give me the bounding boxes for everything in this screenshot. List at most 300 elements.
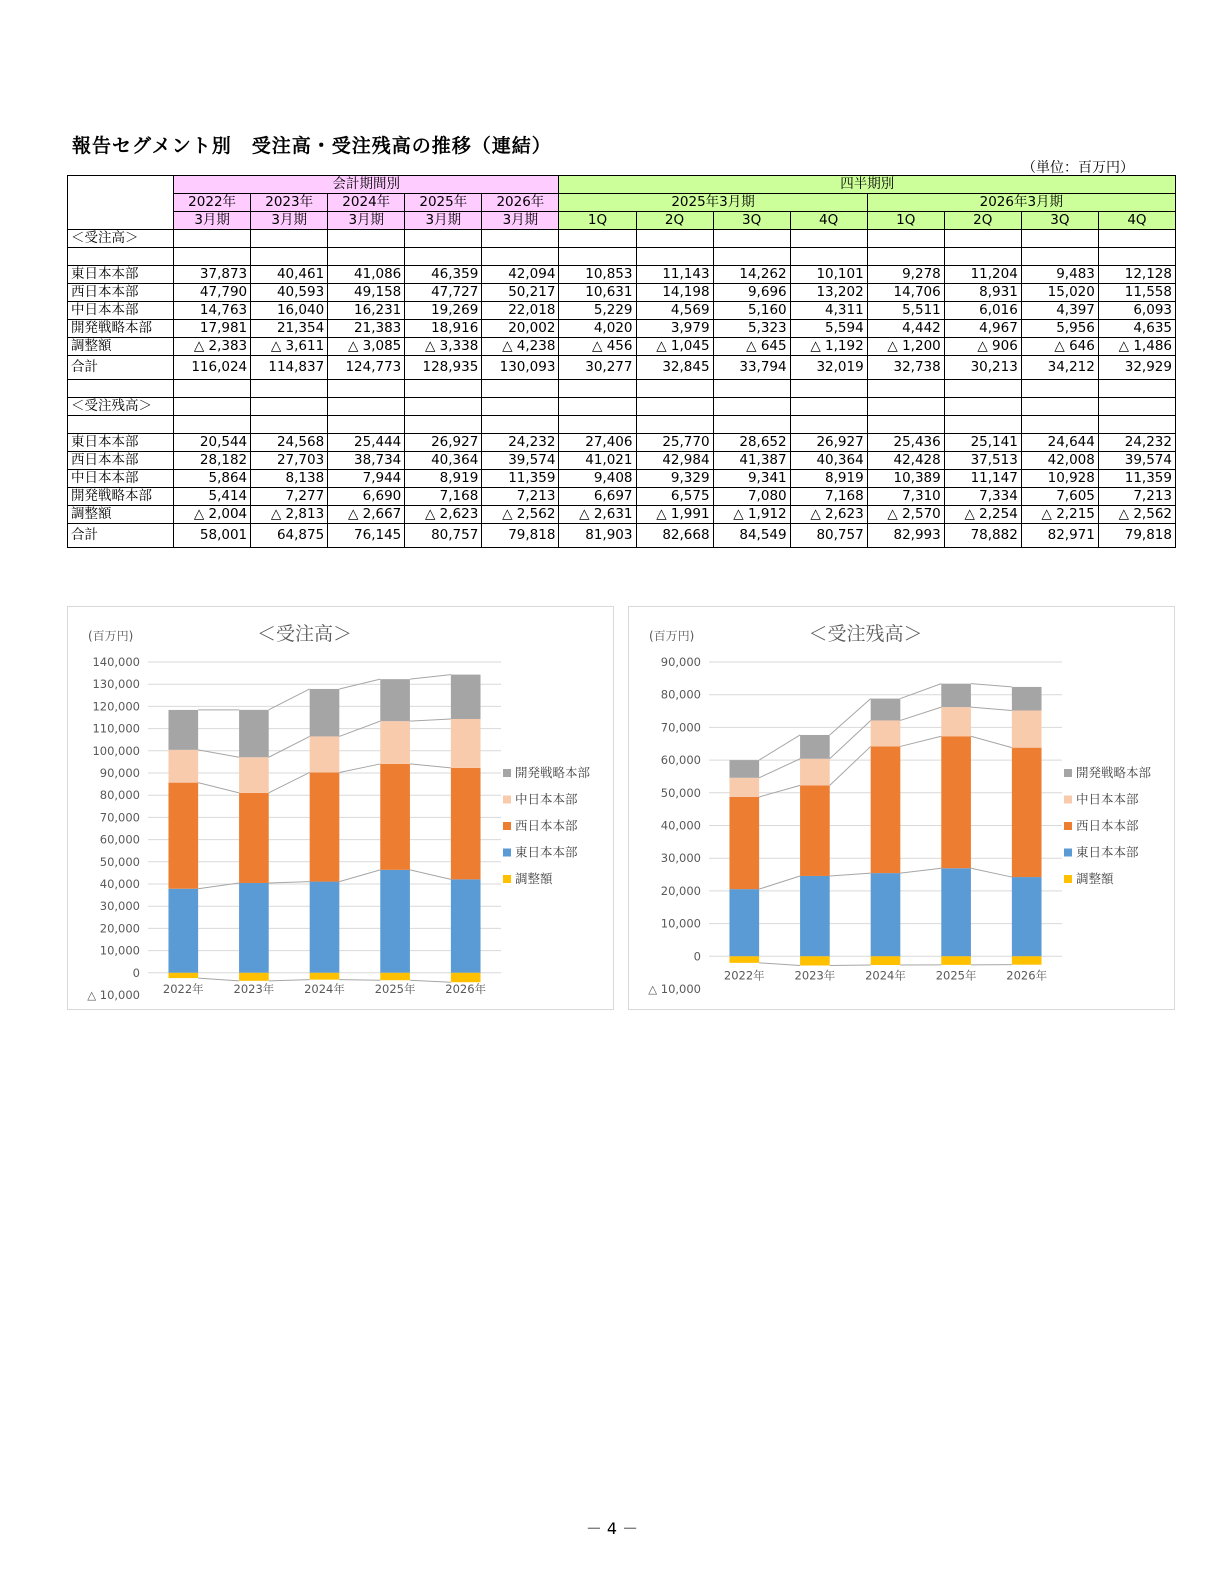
value-cell: △ 645 [713,338,790,356]
orders-chart [67,606,614,1010]
bar-segment [800,876,830,956]
fy-term: 3月期 [405,212,482,230]
value-cell: 7,944 [328,470,405,488]
quarter-year: 2025年3月期 [559,194,867,212]
total-value-cell: 32,929 [1098,356,1175,380]
total-value-cell: 82,971 [1021,524,1098,548]
value-cell: 4,635 [1098,320,1175,338]
quarter-label: 4Q [790,212,867,230]
chart-title: ＜受注高＞ [256,623,353,645]
quarter-label: 1Q [867,212,944,230]
bar-segment [800,785,830,876]
bar-segment [871,873,901,956]
blank-cell [482,398,559,416]
fy-year: 2022年 [174,194,251,212]
y-tick-label: 80,000 [99,788,140,803]
series-line [900,868,941,873]
bar-segment [239,757,269,793]
bar-segment [871,956,901,965]
total-row [68,356,1176,380]
series-line [269,772,310,792]
value-cell: 40,461 [251,266,328,284]
x-tick-label: 2023年 [233,982,275,996]
blank-cell [174,398,251,416]
blank-cell [328,230,405,248]
section-title-row [68,230,1176,248]
total-value-cell: 116,024 [174,356,251,380]
series-line [900,736,941,746]
value-cell: △ 2,631 [559,506,636,524]
value-cell: 20,002 [482,320,559,338]
value-cell: △ 456 [559,338,636,356]
blank-cell [405,230,482,248]
value-cell: △ 2,254 [944,506,1021,524]
value-cell: 4,442 [867,320,944,338]
value-cell: 11,143 [636,266,713,284]
y-tick-label: 0 [693,949,701,964]
bar-segment [729,956,759,963]
spacer-row [68,380,1176,398]
blank-cell [174,416,251,434]
blank-cell [559,230,636,248]
value-cell: 7,080 [713,488,790,506]
fy-term: 3月期 [328,212,405,230]
value-cell: 5,160 [713,302,790,320]
quarter-label: 2Q [944,212,1021,230]
bar-segment [451,879,481,972]
table-row [68,284,1176,302]
y-tick-label: 20,000 [99,921,140,936]
total-value-cell: 79,818 [482,524,559,548]
value-cell: 25,436 [867,434,944,452]
fy-term: 3月期 [251,212,328,230]
y-tick-label: 80,000 [660,687,701,702]
blank-cell [944,248,1021,266]
value-cell: 38,734 [328,452,405,470]
page-title: 報告セグメント別 受注高・受注残高の推移（連結） [72,135,552,157]
value-cell: △ 2,562 [482,506,559,524]
y-tick-label: 30,000 [99,899,140,914]
value-cell: 17,981 [174,320,251,338]
bar-segment [380,870,410,973]
y-tick-label: 40,000 [99,877,140,891]
value-cell: △ 2,623 [405,506,482,524]
total-value-cell: 81,903 [559,524,636,548]
value-cell: 8,919 [405,470,482,488]
blank-cell [68,380,174,398]
value-cell: △ 3,611 [251,338,328,356]
total-value-cell: 32,738 [867,356,944,380]
value-cell: 39,574 [482,452,559,470]
blank-cell [482,416,559,434]
y-tick-label: 130,000 [92,677,140,692]
series-line [900,684,941,699]
series-line [971,707,1012,710]
blank-cell [174,380,251,398]
bar-segment [310,973,340,980]
value-cell: 5,956 [1021,320,1098,338]
value-cell: 25,770 [636,434,713,452]
blank-cell [1021,380,1098,398]
bar-segment [310,736,340,772]
y-tick-label: 50,000 [660,785,701,800]
legend-label: 開発戦略本部 [1076,765,1152,780]
blank-cell [944,230,1021,248]
value-cell: 9,329 [636,470,713,488]
y-tick-label: 50,000 [99,854,140,869]
series-line [339,870,380,882]
value-cell: 18,916 [405,320,482,338]
series-line [198,783,239,793]
y-tick-label: 60,000 [99,832,140,847]
section-title: ＜受注高＞ [68,230,174,248]
value-cell: 4,020 [559,320,636,338]
legend-label: 調整額 [1076,871,1114,886]
bar-segment [168,889,198,973]
bar-segment [239,710,269,757]
header-row-3 [68,212,1176,230]
group-quarter: 四半期別 [559,176,1176,194]
row-label: 中日本本部 [68,302,174,320]
blank-cell [1021,230,1098,248]
total-value-cell: 64,875 [251,524,328,548]
backlog-chart [628,606,1175,1010]
value-cell: 5,323 [713,320,790,338]
value-cell: 5,864 [174,470,251,488]
series-line [830,873,871,876]
value-cell: 47,727 [405,284,482,302]
value-cell: △ 4,238 [482,338,559,356]
bar-segment [729,797,759,889]
series-line [759,785,800,797]
series-line [198,978,239,981]
value-cell: △ 1,486 [1098,338,1175,356]
bar-segment [451,675,481,719]
bar-segment [941,707,971,736]
section-title: ＜受注残高＞ [68,398,174,416]
series-line [971,684,1012,687]
bar-segment [239,883,269,973]
total-value-cell: 79,818 [1098,524,1175,548]
series-line [759,735,800,760]
value-cell: 7,213 [482,488,559,506]
value-cell: 9,696 [713,284,790,302]
blank-cell [636,230,713,248]
bar-segment [1012,877,1042,956]
blank-cell [559,416,636,434]
value-cell: 4,967 [944,320,1021,338]
value-cell: △ 3,338 [405,338,482,356]
bar-segment [941,956,971,965]
legend-swatch [503,875,511,883]
quarter-label: 4Q [1098,212,1175,230]
value-cell: 6,575 [636,488,713,506]
row-label: 西日本本部 [68,284,174,302]
y-axis-unit: (百万円) [649,629,695,643]
unit-label: （単位：百万円） [1022,160,1134,176]
table-row [68,338,1176,356]
value-cell: 14,198 [636,284,713,302]
quarter-label: 3Q [1021,212,1098,230]
quarter-label: 1Q [559,212,636,230]
total-value-cell: 33,794 [713,356,790,380]
value-cell: 5,414 [174,488,251,506]
value-cell: △ 2,004 [174,506,251,524]
value-cell: 21,354 [251,320,328,338]
blank-cell [713,398,790,416]
blank-cell [251,416,328,434]
legend-swatch [1064,769,1072,777]
y-tick-label: 30,000 [660,851,701,866]
bar-segment [168,783,198,889]
value-cell: 11,359 [482,470,559,488]
value-cell: 40,593 [251,284,328,302]
bar-segment [941,736,971,868]
total-value-cell: 82,993 [867,524,944,548]
value-cell: △ 646 [1021,338,1098,356]
blank-cell [405,380,482,398]
value-cell: △ 3,085 [328,338,405,356]
value-cell: 28,182 [174,452,251,470]
y-tick-label: 20,000 [660,883,701,898]
blank-cell [713,248,790,266]
bar-segment [451,719,481,768]
blank-cell [713,416,790,434]
fy-year: 2024年 [328,194,405,212]
bar-segment [168,750,198,783]
fy-year: 2026年 [482,194,559,212]
blank-cell [482,248,559,266]
page-number: － 4 － [585,1519,639,1538]
blank-cell [867,230,944,248]
value-cell: △ 1,912 [713,506,790,524]
legend-label: 西日本本部 [1076,818,1139,833]
value-cell: 7,310 [867,488,944,506]
legend-label: 開発戦略本部 [515,765,591,780]
x-tick-label: 2026年 [1006,968,1048,983]
y-tick-label: 40,000 [660,818,701,833]
total-value-cell: 78,882 [944,524,1021,548]
y-tick-label: 100,000 [92,743,140,758]
value-cell: 16,231 [328,302,405,320]
blank-cell [174,230,251,248]
y-tick-label: 0 [132,965,140,980]
value-cell: 7,277 [251,488,328,506]
series-line [410,675,451,680]
blank-cell [559,380,636,398]
value-cell: 14,763 [174,302,251,320]
value-cell: 6,093 [1098,302,1175,320]
value-cell: 40,364 [405,452,482,470]
blank-cell [559,398,636,416]
value-cell: 41,387 [713,452,790,470]
total-value-cell: 130,093 [482,356,559,380]
bar-segment [380,721,410,764]
bar-segment [168,710,198,750]
y-tick-label: 90,000 [660,655,701,669]
table-row [68,470,1176,488]
value-cell: 28,652 [713,434,790,452]
blank-cell [174,248,251,266]
total-value-cell: 30,213 [944,356,1021,380]
legend-label: 調整額 [515,871,553,886]
table-row [68,452,1176,470]
y-tick-label: 120,000 [92,699,140,714]
blank-cell [1098,380,1175,398]
total-label: 合計 [68,524,174,548]
value-cell: 9,278 [867,266,944,284]
value-cell: 10,928 [1021,470,1098,488]
total-label: 合計 [68,356,174,380]
legend-label: 東日本本部 [1076,844,1139,860]
bar-segment [1012,687,1042,711]
value-cell: 42,008 [1021,452,1098,470]
series-line [830,699,871,735]
blank-cell [636,248,713,266]
value-cell: △ 2,667 [328,506,405,524]
value-cell: 40,364 [790,452,867,470]
value-cell: 8,138 [251,470,328,488]
series-line [410,764,451,768]
series-line [971,868,1012,877]
total-value-cell: 114,837 [251,356,328,380]
bar-segment [729,760,759,778]
blank-cell [944,398,1021,416]
blank-cell [867,248,944,266]
series-line [269,882,310,883]
legend-label: 中日本本部 [515,791,578,807]
value-cell: 5,229 [559,302,636,320]
total-value-cell: 32,845 [636,356,713,380]
blank-cell [1021,416,1098,434]
quarter-label: 2Q [636,212,713,230]
blank-cell [867,398,944,416]
bar-segment [800,735,830,759]
y-tick-label: △ 10,000 [648,982,701,996]
blank-cell [328,398,405,416]
blank-cell [790,398,867,416]
series-line [759,876,800,889]
legend-swatch [503,849,511,857]
value-cell: 15,020 [1021,284,1098,302]
value-cell: 24,644 [1021,434,1098,452]
value-cell: 7,334 [944,488,1021,506]
value-cell: 27,703 [251,452,328,470]
value-cell: 19,269 [405,302,482,320]
blank-cell [482,380,559,398]
value-cell: 16,040 [251,302,328,320]
value-cell: 25,444 [328,434,405,452]
series-line [269,980,310,981]
blank-cell [944,416,1021,434]
bar-segment [380,764,410,870]
value-cell: 20,544 [174,434,251,452]
bar-segment [1012,748,1042,877]
value-cell: △ 2,215 [1021,506,1098,524]
value-cell: 10,101 [790,266,867,284]
total-value-cell: 30,277 [559,356,636,380]
series-line [339,764,380,773]
value-cell: △ 2,623 [790,506,867,524]
series-line [759,963,800,966]
value-cell: 10,853 [559,266,636,284]
bar-segment [1012,711,1042,748]
value-cell: △ 1,045 [636,338,713,356]
bar-segment [380,679,410,721]
legend-swatch [503,822,511,830]
blank-cell [68,248,174,266]
series-line [830,746,871,785]
corner-cell [68,176,174,230]
header-row-2 [68,194,1176,212]
table-row [68,266,1176,284]
header-row-1 [68,176,1176,194]
value-cell: 8,919 [790,470,867,488]
value-cell: 6,016 [944,302,1021,320]
series-line [339,980,380,981]
legend-swatch [503,796,511,804]
value-cell: 5,594 [790,320,867,338]
blank-cell [790,230,867,248]
total-value-cell: 80,757 [405,524,482,548]
spacer-row [68,248,1176,266]
total-value-cell: 76,145 [328,524,405,548]
legend-swatch [1064,849,1072,857]
blank-cell [636,398,713,416]
fy-term: 3月期 [482,212,559,230]
blank-cell [405,248,482,266]
blank-cell [867,380,944,398]
row-label: 東日本本部 [68,266,174,284]
bar-segment [451,973,481,982]
value-cell: 7,605 [1021,488,1098,506]
value-cell: 47,790 [174,284,251,302]
y-tick-label: 10,000 [660,916,701,931]
x-tick-label: 2024年 [865,968,906,983]
row-label: 東日本本部 [68,434,174,452]
value-cell: 7,213 [1098,488,1175,506]
y-tick-label: 110,000 [92,721,140,736]
bar-segment [310,882,340,973]
row-label: 西日本本部 [68,452,174,470]
legend-swatch [1064,796,1072,804]
total-value-cell: 124,773 [328,356,405,380]
total-row [68,524,1176,548]
blank-cell [328,248,405,266]
bar-segment [239,973,269,981]
value-cell: 11,359 [1098,470,1175,488]
quarter-label: 3Q [713,212,790,230]
value-cell: △ 906 [944,338,1021,356]
blank-cell [1098,398,1175,416]
bar-segment [380,973,410,980]
bar-segment [1012,956,1042,964]
value-cell: 22,018 [482,302,559,320]
total-value-cell: 82,668 [636,524,713,548]
table-row [68,488,1176,506]
group-fiscal: 会計期間別 [174,176,559,194]
bar-segment [310,689,340,736]
table-row [68,302,1176,320]
series-line [269,736,310,757]
x-tick-label: 2026年 [445,982,487,996]
value-cell: 41,021 [559,452,636,470]
legend-swatch [503,769,511,777]
series-line [900,707,941,720]
blank-cell [251,380,328,398]
value-cell: 10,389 [867,470,944,488]
blank-cell [790,380,867,398]
